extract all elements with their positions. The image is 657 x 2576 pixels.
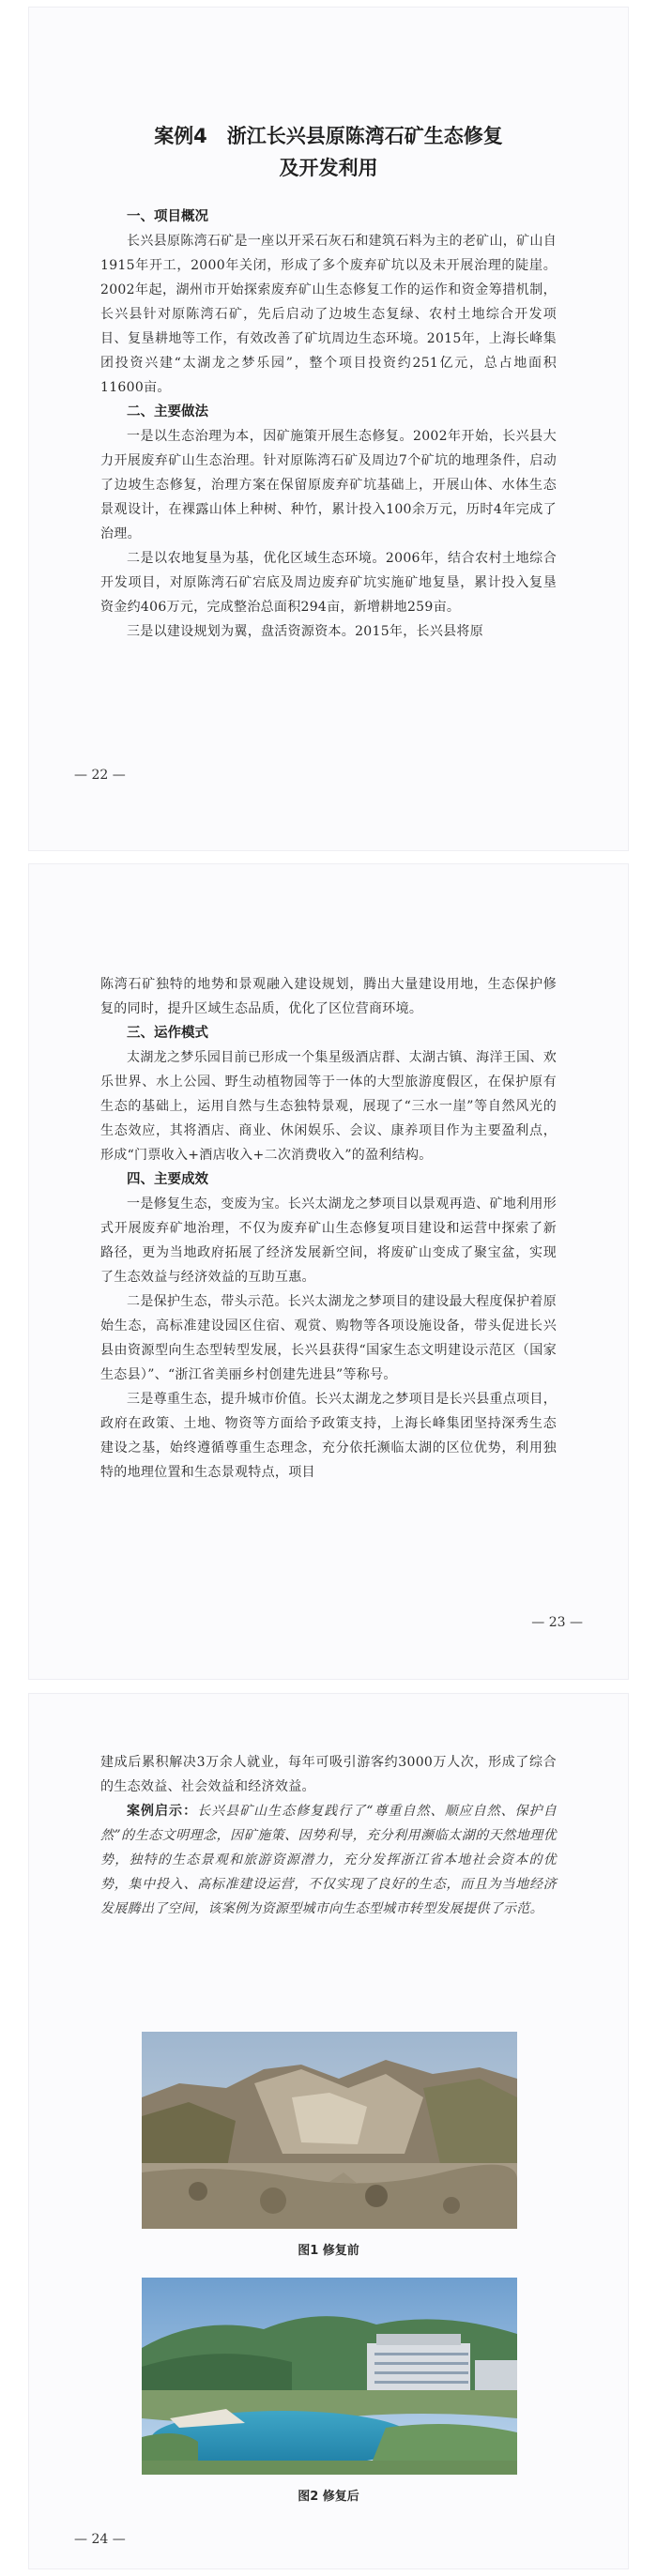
- paragraph-continued: 建成后累积解决3万余人就业，每年可吸引游客约3000万人次，形成了综合的生态效益、社会效益和经济效益。: [100, 1755, 557, 1794]
- paragraph-results-3: 三是尊重生态，提升城市价值。长兴太湖龙之梦项目是长兴县重点项目，政府在政策、土地、物资等方面给予政策支持，上海长峰集团坚持深秀生态建设之基，始终遵循尊重生态理念，充分依托濒临太湖的区位优势，利用独特的地理位置和生态景观特点，项目: [100, 1392, 557, 1480]
- paragraph-overview: 长兴县原陈湾石矿是一座以开采石灰石和建筑石料为主的老矿山，矿山自1915年开工，2000年关闭，形成了多个废弃矿坑以及未开展治理的陡崖。2002年起，湖州市开始探索废弃矿山生态修复工作的运作和资金筹措机制，长兴县针对原陈湾石矿，先后启动了边坡生态复绿、农村土地综合开发项目、复垦耕地等工作，有效改善了矿坑周边生态环境。2015年，上海长峰集团投资兴建“太湖龙之梦乐园”，整个项目投资约251亿元，总占地面积11600亩。: [100, 234, 557, 395]
- paragraph-approach-2: 二是以农地复垦为基，优化区域生态环境。2006年，结合农村土地综合开发项目，对原陈湾石矿宕底及周边废弃矿坑实施矿地复垦，累计投入复垦资金约406万元，完成整治总面积294亩，新增耕地259亩。: [100, 551, 557, 615]
- page-number: — 24 —: [74, 2532, 126, 2547]
- page-content: [100, 120, 557, 644]
- paragraph-approach-1: 一是以生态治理为本，因矿施策开展生态修复。2002年开始，长兴县大力开展废弃矿山生态治理。针对原陈湾石矿及周边7个矿坑的地理条件，启动了边坡生态修复，治理方案在保留原废弃矿坑基础上，开展山体、水体生态景观设计，在裸露山体上种树、种竹，累计投入100余万元，历时4年完成了治理。: [100, 429, 557, 541]
- case-title-line-1: 案例4 浙江长兴县原陈湾石矿生态修复: [154, 125, 503, 147]
- page-content: [100, 1750, 557, 1921]
- resort-after-illustration: [142, 2278, 517, 2475]
- section-heading-results: 四、主要成效: [127, 1172, 208, 1187]
- document-page-22: [29, 8, 628, 850]
- paragraph-approach-3: 三是以建设规划为翼，盘活资源资本。2015年，长兴县将原: [127, 624, 484, 639]
- paragraph-results-1: 一是修复生态，变废为宝。长兴太湖龙之梦项目以景观再造、矿地利用形式开展废弃矿地治理，不仅为废弃矿山生态修复项目建设和运营中探索了新路径，更为当地政府拓展了经济发展新空间，将废矿山变成了聚宝盆，实现了生态效益与经济效益的互助互惠。: [100, 1197, 557, 1285]
- case-title-line-2: 及开发利用: [279, 157, 378, 179]
- inspiration-text: 长兴县矿山生态修复践行了“尊重自然、顺应自然、保护自然”的生态文明理念，因矿施策、因势利导，充分利用濒临太湖的天然地理优势，独特的生态景观和旅游资源潜力，充分发挥浙江省本地社会资本的优势，集中投入、高标准建设运营，不仅实现了良好的生态，而且为当地经济发展腾出了空间，该案例为资源型城市向生态型城市转型发展提供了示范。: [100, 1804, 557, 1916]
- figure-2-caption: 图2 修复后: [298, 2490, 359, 2504]
- document-page-24: [29, 1694, 628, 2568]
- page-content: [100, 972, 557, 1485]
- photo-before-restoration: [142, 2032, 517, 2229]
- case-inspiration: [100, 1799, 557, 1921]
- section-heading-operation: 三、运作模式: [127, 1026, 208, 1041]
- paragraph-results-2: 二是保护生态，带头示范。长兴太湖龙之梦项目的建设最大程度保护着原始生态，高标准建设园区住宿、观赏、购物等各项设施设备，带头促进长兴县由资源型向生态型转型发展，长兴县获得“国家生态文明建设示范区（国家生态县）”、“浙江省美丽乡村创建先进县”等称号。: [100, 1294, 557, 1382]
- page-number: — 23 —: [531, 1615, 583, 1630]
- page-number: — 22 —: [74, 768, 126, 783]
- paragraph-continued: 陈湾石矿独特的地势和景观融入建设规划，腾出大量建设用地，生态保护修复的同时，提升区域生态品质，优化了区位营商环境。: [100, 977, 557, 1016]
- section-heading-overview: 一、项目概况: [127, 209, 208, 224]
- paragraph-operation: 太湖龙之梦乐园目前已形成一个集星级酒店群、太湖古镇、海洋王国、欢乐世界、水上公园、野生动植物园等于一体的大型旅游度假区，在保护原有生态的基础上，运用自然与生态独特景观，展现了“三水一崖”等自然风光的生态效应，其将酒店、商业、休闲娱乐、会议、康养项目作为主要盈利点，形成“门票收入+酒店收入+二次消费收入”的盈利结构。: [100, 1050, 557, 1163]
- document-page-23: [29, 864, 628, 1679]
- inspiration-label: 案例启示：: [127, 1804, 198, 1819]
- section-heading-approach: 二、主要做法: [127, 404, 208, 419]
- figure-1-caption: 图1 修复前: [298, 2244, 359, 2258]
- photo-after-restoration: [142, 2278, 517, 2475]
- quarry-before-illustration: [142, 2032, 517, 2229]
